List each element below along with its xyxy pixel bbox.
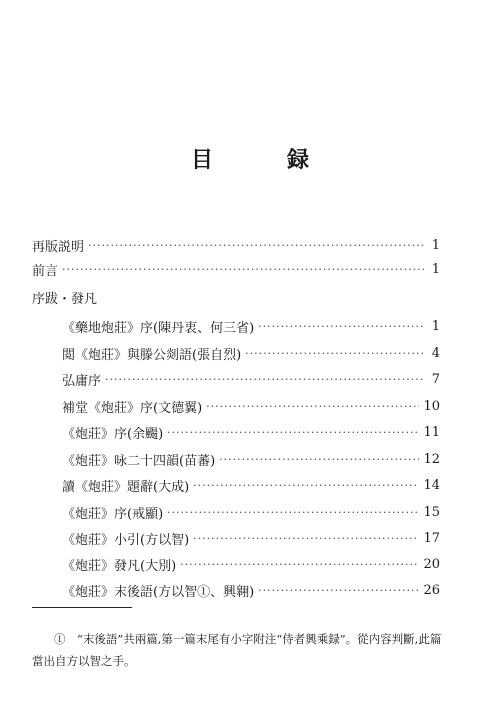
toc-entry-page: 20 <box>423 556 440 572</box>
leader-dots <box>245 347 424 360</box>
toc-entry[interactable] <box>62 396 440 416</box>
toc-entry[interactable] <box>62 554 440 574</box>
toc-entry-title: 弘庸序 <box>62 373 102 389</box>
footnote-rule <box>32 607 132 608</box>
toc-entry[interactable] <box>62 369 440 389</box>
toc-entry-title: 再版説明 <box>32 239 85 255</box>
toc-entry-page: 1 <box>431 318 440 334</box>
toc-entry[interactable] <box>62 475 440 495</box>
leader-dots <box>167 506 419 519</box>
toc-entry[interactable] <box>62 422 440 442</box>
toc-entry[interactable] <box>32 235 440 255</box>
toc-entry[interactable] <box>62 580 440 600</box>
toc-entry-page: 7 <box>431 371 440 387</box>
leader-dots <box>258 584 419 597</box>
toc-entry-title: 《炮莊》序(余颺) <box>62 426 164 442</box>
toc-entry[interactable] <box>62 528 440 548</box>
leader-dots <box>62 263 424 276</box>
toc-entry-title: 《炮莊》小引(方以智) <box>62 532 190 548</box>
leader-dots <box>258 320 424 333</box>
toc-entry[interactable] <box>62 316 440 336</box>
toc-entry-page: 14 <box>423 477 440 493</box>
toc-entry[interactable] <box>32 259 440 279</box>
toc-entry-page: 1 <box>431 237 440 253</box>
section-heading: 序跋・發凡 <box>32 292 98 307</box>
toc-entry-title: 《炮莊》咏二十四韻(苗蕃) <box>62 453 216 469</box>
toc-entry-title: 《炮莊》末後語(方以智①、興翱) <box>62 584 255 600</box>
leader-dots <box>167 426 419 439</box>
toc-entry-title: 前言 <box>32 263 59 279</box>
page-title: 目 録 <box>190 147 335 173</box>
toc-entry[interactable] <box>62 449 440 469</box>
toc-entry-title: 《藥地炮莊》序(陳丹衷、何三省) <box>62 320 255 336</box>
toc-entry-page: 1 <box>431 261 440 277</box>
toc-entry-page: 15 <box>423 504 440 520</box>
toc-entry-title: 閲《炮莊》與滕公剡語(張自烈) <box>62 347 242 363</box>
toc-entry-page: 12 <box>423 451 440 467</box>
leader-dots <box>88 239 424 252</box>
toc-entry-page: 4 <box>431 345 440 361</box>
leader-dots <box>206 400 419 413</box>
leader-dots <box>193 479 419 492</box>
toc-entry-page: 17 <box>423 530 440 546</box>
toc-entry-page: 26 <box>423 582 440 598</box>
toc-entry[interactable] <box>62 343 440 363</box>
toc-entry-title: 補堂《炮莊》序(文德翼) <box>62 400 203 416</box>
toc-entry-title: 讀《炮莊》題辭(大成) <box>62 479 190 495</box>
footnote: ① “末後語”共兩篇,第一篇末尾有小字附注“侍者興乘録”。從内容判斷,此篇當出自方以智之手。 <box>32 632 442 668</box>
leader-dots <box>105 373 424 386</box>
leader-dots <box>193 532 419 545</box>
leader-dots <box>219 453 419 466</box>
toc-entry-title: 《炮莊》發凡(大別) <box>62 558 177 574</box>
toc-entry-page: 10 <box>423 398 440 414</box>
toc-entry-page: 11 <box>423 424 440 440</box>
leader-dots <box>180 558 419 571</box>
toc-entry-title: 《炮莊》序(戒顯) <box>62 506 164 522</box>
toc-entry[interactable] <box>62 502 440 522</box>
